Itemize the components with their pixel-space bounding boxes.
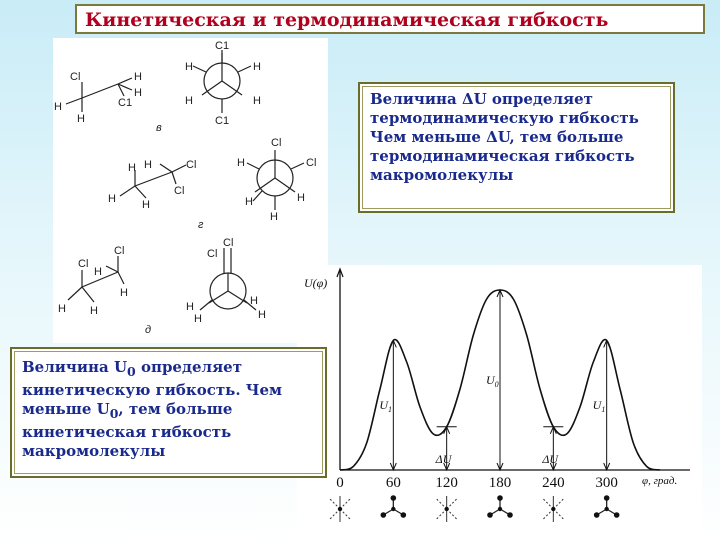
- box-u0-line: кинетическая гибкость: [22, 423, 232, 441]
- box-u0-line: макромолекулы: [22, 442, 166, 460]
- atom-label: H: [258, 309, 266, 321]
- thermodynamic-flexibility-box: [358, 82, 675, 213]
- box-u0-text: определяет: [135, 358, 243, 376]
- box-u0-text: Величина U: [22, 358, 128, 376]
- barrier-label: $U_0$: [486, 373, 499, 389]
- icon-atom: [487, 512, 493, 518]
- atom-label: H: [250, 295, 258, 307]
- kinetic-flexibility-box: [10, 347, 327, 478]
- icon-atom: [391, 495, 397, 501]
- icon-atom: [497, 495, 503, 501]
- icon-atom: [507, 512, 513, 518]
- atom-label: Cl: [78, 258, 89, 270]
- barrier-label-sub: 1: [388, 405, 393, 415]
- atom-label: H: [270, 211, 278, 223]
- box-du-line: термодинамическую гибкость: [370, 109, 639, 127]
- atom-label: H: [134, 87, 142, 99]
- barrier-label: $U_1$: [592, 398, 606, 415]
- delta-label: ΔU: [542, 451, 559, 466]
- atom-label: H: [144, 159, 152, 171]
- barrier-label: $U_1$: [379, 398, 393, 415]
- box-u0-line: [22, 400, 315, 423]
- atom-label: H: [142, 199, 150, 211]
- x-tick-label: 0: [336, 475, 344, 491]
- atom-label: Cl: [306, 157, 317, 169]
- icon-center: [498, 507, 502, 511]
- box-u0-text: меньше U: [22, 400, 110, 418]
- page-title: Кинетическая и термодинамическая гибкость: [85, 9, 609, 31]
- atom-label: H: [253, 61, 261, 73]
- atom-label: H: [120, 287, 128, 299]
- atom-label: H: [186, 301, 194, 313]
- atom-label: H: [54, 101, 62, 113]
- atom-label: C1: [118, 97, 133, 109]
- atom-label: Cl: [114, 245, 125, 257]
- icon-atom: [614, 512, 620, 518]
- newman-icon: [487, 495, 513, 518]
- atom-label: H: [58, 303, 66, 315]
- x-tick-label: 60: [385, 475, 401, 491]
- atom-label: H: [134, 71, 142, 83]
- icon-atom: [594, 512, 600, 518]
- icon-atom: [401, 512, 407, 518]
- chart-marks: [379, 290, 609, 470]
- atom-label: H: [108, 193, 116, 205]
- subscript: 0: [109, 406, 119, 421]
- atom-label: H: [237, 157, 245, 169]
- box-du-line: термодинамическая гибкость: [370, 147, 635, 165]
- icon-center: [604, 507, 608, 511]
- x-tick-label: 300: [595, 475, 618, 491]
- atom-label: H: [297, 192, 305, 204]
- icon-atom: [604, 495, 610, 501]
- box-du-line: Чем меньше ΔU, тем больше: [370, 128, 624, 146]
- icon-center: [551, 507, 555, 511]
- icon-atom: [381, 512, 387, 518]
- box-du-line: Величина ΔU определяет: [370, 90, 593, 108]
- newman-icon: [330, 496, 350, 522]
- barrier-label-sub: 1: [601, 405, 606, 415]
- atom-label: Cl: [223, 237, 234, 249]
- conformer-label-v: в: [156, 122, 162, 134]
- atom-label: H: [90, 305, 98, 317]
- icon-center: [391, 507, 395, 511]
- newman-icon: [381, 495, 407, 518]
- atom-label: H: [194, 313, 202, 325]
- barrier-label-sub: 0: [494, 380, 499, 389]
- atom-label: Cl: [271, 137, 282, 149]
- atom-label: Cl: [70, 71, 81, 83]
- newman-icon: [543, 496, 563, 522]
- newman-icon: [437, 496, 457, 522]
- conformation-icons: [330, 495, 619, 522]
- delta-label: ΔU: [435, 451, 452, 466]
- x-tick-label: 240: [542, 475, 565, 491]
- subscript: 0: [127, 364, 136, 379]
- box-u0-line: кинетическую гибкость. Чем: [22, 381, 283, 399]
- box-u0-line: [22, 358, 315, 381]
- atom-label: H: [253, 95, 261, 107]
- icon-center: [444, 507, 448, 511]
- atom-label: C1: [215, 115, 230, 127]
- atom-label: H: [77, 113, 85, 125]
- box-du-line: макромолекулы: [370, 166, 514, 184]
- y-axis-label: U(φ): [304, 276, 328, 290]
- icon-center: [338, 507, 342, 511]
- atom-label: Cl: [174, 185, 185, 197]
- conformer-label-d: д: [145, 324, 152, 336]
- atom-label: H: [245, 196, 253, 208]
- x-tick-label: 180: [488, 475, 512, 491]
- atom-label: Cl: [207, 248, 218, 260]
- atom-label: H: [94, 266, 102, 278]
- atom-label: H: [185, 95, 193, 107]
- box-u0-text: , тем больше: [118, 400, 233, 418]
- atom-label: H: [128, 162, 136, 174]
- x-axis-label: φ, град.: [642, 475, 678, 487]
- x-tick-label: 120: [435, 475, 458, 491]
- atom-label: Cl: [186, 159, 197, 171]
- newman-icon: [594, 495, 620, 518]
- atom-label: C1: [215, 40, 230, 52]
- atom-label: H: [185, 61, 193, 73]
- conformer-label-g: г: [198, 219, 204, 231]
